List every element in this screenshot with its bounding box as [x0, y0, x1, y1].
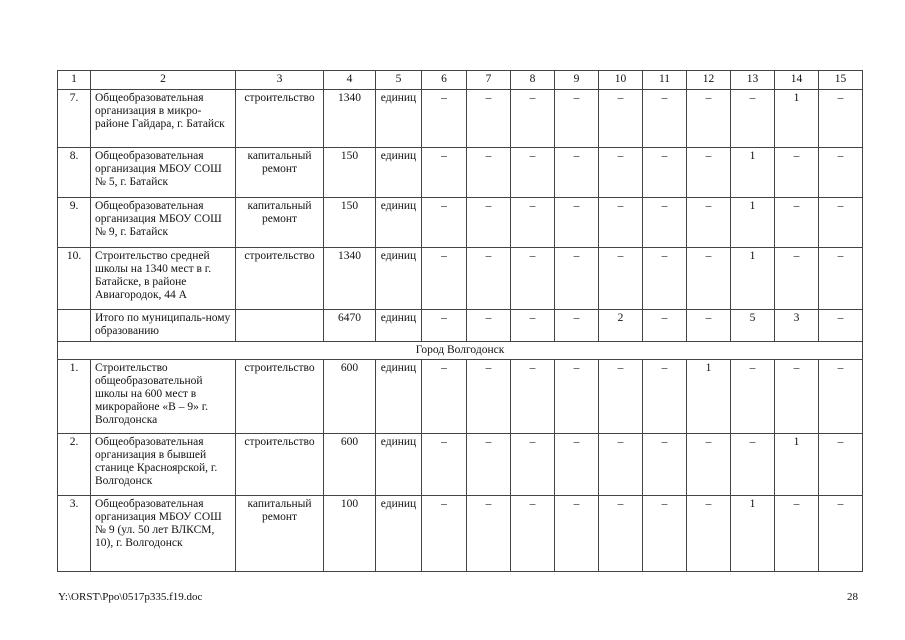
- year-value: –: [555, 310, 599, 342]
- year-value: –: [422, 434, 467, 496]
- column-header: 7: [467, 71, 511, 90]
- column-header: 14: [775, 71, 819, 90]
- year-value: –: [775, 148, 819, 198]
- year-value: –: [687, 248, 731, 310]
- year-value: –: [555, 434, 599, 496]
- year-value: –: [731, 90, 775, 148]
- year-value: –: [467, 434, 511, 496]
- year-value: 1: [731, 248, 775, 310]
- row-number: 10.: [58, 248, 91, 310]
- year-value: –: [775, 360, 819, 434]
- row-number: 2.: [58, 434, 91, 496]
- work-type: капитальный ремонт: [236, 198, 324, 248]
- year-value: –: [422, 198, 467, 248]
- year-value: –: [819, 496, 863, 572]
- table-row: [58, 90, 863, 148]
- work-type: [236, 310, 324, 342]
- column-header: 12: [687, 71, 731, 90]
- year-value: 1: [775, 434, 819, 496]
- year-value: –: [467, 148, 511, 198]
- year-value: –: [687, 310, 731, 342]
- year-value: –: [775, 496, 819, 572]
- year-value: –: [599, 148, 643, 198]
- year-value: –: [643, 148, 687, 198]
- year-value: –: [687, 90, 731, 148]
- year-value: –: [467, 310, 511, 342]
- year-value: –: [731, 434, 775, 496]
- column-header: 6: [422, 71, 467, 90]
- object-name: Общеобразовательная организация в бывшей станице Красноярской, г. Волгодонск: [91, 434, 236, 496]
- year-value: –: [731, 360, 775, 434]
- year-value: –: [819, 434, 863, 496]
- year-value: –: [422, 310, 467, 342]
- column-header: 9: [555, 71, 599, 90]
- year-value: –: [599, 248, 643, 310]
- year-value: –: [643, 360, 687, 434]
- year-value: –: [819, 198, 863, 248]
- column-header: 4: [324, 71, 376, 90]
- column-header: 1: [58, 71, 91, 90]
- year-value: –: [555, 496, 599, 572]
- capacity: 150: [324, 148, 376, 198]
- capacity: 600: [324, 434, 376, 496]
- table-row: [58, 496, 863, 572]
- total-label: Итого по муниципаль-ному образованию: [91, 310, 236, 342]
- year-value: –: [775, 198, 819, 248]
- year-value: –: [643, 248, 687, 310]
- year-value: –: [467, 248, 511, 310]
- year-value: –: [467, 198, 511, 248]
- column-header: 8: [511, 71, 555, 90]
- table-row: [58, 148, 863, 198]
- row-number: 7.: [58, 90, 91, 148]
- year-value: –: [422, 90, 467, 148]
- object-name: Общеобразовательная организация в микро-районе Гайдара, г. Батайск: [91, 90, 236, 148]
- unit: единиц: [376, 360, 422, 434]
- year-value: –: [643, 90, 687, 148]
- capacity: 150: [324, 198, 376, 248]
- year-value: 1: [687, 360, 731, 434]
- file-path: Y:\ORST\Ppo\0517p335.f19.doc: [58, 591, 203, 603]
- year-value: –: [687, 198, 731, 248]
- row-number: 8.: [58, 148, 91, 198]
- work-type: строительство: [236, 248, 324, 310]
- column-header: 5: [376, 71, 422, 90]
- year-value: –: [511, 496, 555, 572]
- object-name: Строительство общеобразовательной школы на 600 мест в микрорайоне «В – 9» г. Волгодонска: [91, 360, 236, 434]
- year-value: –: [819, 248, 863, 310]
- year-value: –: [599, 360, 643, 434]
- year-value: –: [555, 90, 599, 148]
- year-value: –: [643, 198, 687, 248]
- work-type: капитальный ремонт: [236, 496, 324, 572]
- data-table: [57, 70, 863, 572]
- year-value: –: [775, 248, 819, 310]
- table-row: [58, 434, 863, 496]
- year-value: –: [467, 90, 511, 148]
- year-value: –: [555, 198, 599, 248]
- work-type: строительство: [236, 360, 324, 434]
- unit: единиц: [376, 148, 422, 198]
- capacity: 1340: [324, 90, 376, 148]
- unit: единиц: [376, 310, 422, 342]
- column-header: 11: [643, 71, 687, 90]
- column-header: 13: [731, 71, 775, 90]
- year-value: 5: [731, 310, 775, 342]
- year-value: –: [643, 310, 687, 342]
- unit: единиц: [376, 434, 422, 496]
- unit: единиц: [376, 496, 422, 572]
- column-header: 2: [91, 71, 236, 90]
- year-value: –: [422, 360, 467, 434]
- year-value: 1: [775, 90, 819, 148]
- work-type: капитальный ремонт: [236, 148, 324, 198]
- unit: единиц: [376, 198, 422, 248]
- year-value: 2: [599, 310, 643, 342]
- year-value: –: [599, 434, 643, 496]
- year-value: 1: [731, 148, 775, 198]
- object-name: Строительство средней школы на 1340 мест в г. Батайске, в районе Авиагородок, 44 А: [91, 248, 236, 310]
- year-value: –: [511, 198, 555, 248]
- year-value: 3: [775, 310, 819, 342]
- year-value: –: [643, 496, 687, 572]
- year-value: –: [819, 310, 863, 342]
- column-header: 15: [819, 71, 863, 90]
- year-value: 1: [731, 496, 775, 572]
- year-value: 1: [731, 198, 775, 248]
- year-value: –: [819, 148, 863, 198]
- year-value: –: [599, 496, 643, 572]
- section-row: [58, 342, 863, 360]
- year-value: –: [422, 148, 467, 198]
- page-number: 28: [847, 591, 858, 603]
- work-type: строительство: [236, 434, 324, 496]
- total-capacity: 6470: [324, 310, 376, 342]
- year-value: –: [422, 248, 467, 310]
- year-value: –: [422, 496, 467, 572]
- year-value: –: [555, 248, 599, 310]
- work-type: строительство: [236, 90, 324, 148]
- year-value: –: [819, 90, 863, 148]
- table-row: [58, 360, 863, 434]
- object-name: Общеобразовательная организация МБОУ СОШ № 9, г. Батайск: [91, 198, 236, 248]
- year-value: –: [687, 434, 731, 496]
- capacity: 100: [324, 496, 376, 572]
- year-value: –: [511, 248, 555, 310]
- year-value: –: [555, 148, 599, 198]
- year-value: –: [599, 198, 643, 248]
- year-value: –: [511, 310, 555, 342]
- table-row: [58, 248, 863, 310]
- year-value: –: [511, 434, 555, 496]
- header-row: [58, 71, 863, 90]
- row-number: [58, 310, 91, 342]
- total-row: [58, 310, 863, 342]
- row-number: 1.: [58, 360, 91, 434]
- year-value: –: [511, 360, 555, 434]
- year-value: –: [643, 434, 687, 496]
- object-name: Общеобразовательная организация МБОУ СОШ № 9 (ул. 50 лет ВЛКСМ, 10), г. Волгодонск: [91, 496, 236, 572]
- column-header: 3: [236, 71, 324, 90]
- year-value: –: [511, 90, 555, 148]
- capacity: 1340: [324, 248, 376, 310]
- row-number: 3.: [58, 496, 91, 572]
- object-name: Общеобразовательная организация МБОУ СОШ № 5, г. Батайск: [91, 148, 236, 198]
- year-value: –: [687, 148, 731, 198]
- column-header: 10: [599, 71, 643, 90]
- capacity: 600: [324, 360, 376, 434]
- unit: единиц: [376, 90, 422, 148]
- year-value: –: [819, 360, 863, 434]
- year-value: –: [555, 360, 599, 434]
- year-value: –: [467, 496, 511, 572]
- year-value: –: [511, 148, 555, 198]
- year-value: –: [687, 496, 731, 572]
- unit: единиц: [376, 248, 422, 310]
- year-value: –: [599, 90, 643, 148]
- row-number: 9.: [58, 198, 91, 248]
- table-row: [58, 198, 863, 248]
- section-title: Город Волгодонск: [58, 342, 863, 360]
- year-value: –: [467, 360, 511, 434]
